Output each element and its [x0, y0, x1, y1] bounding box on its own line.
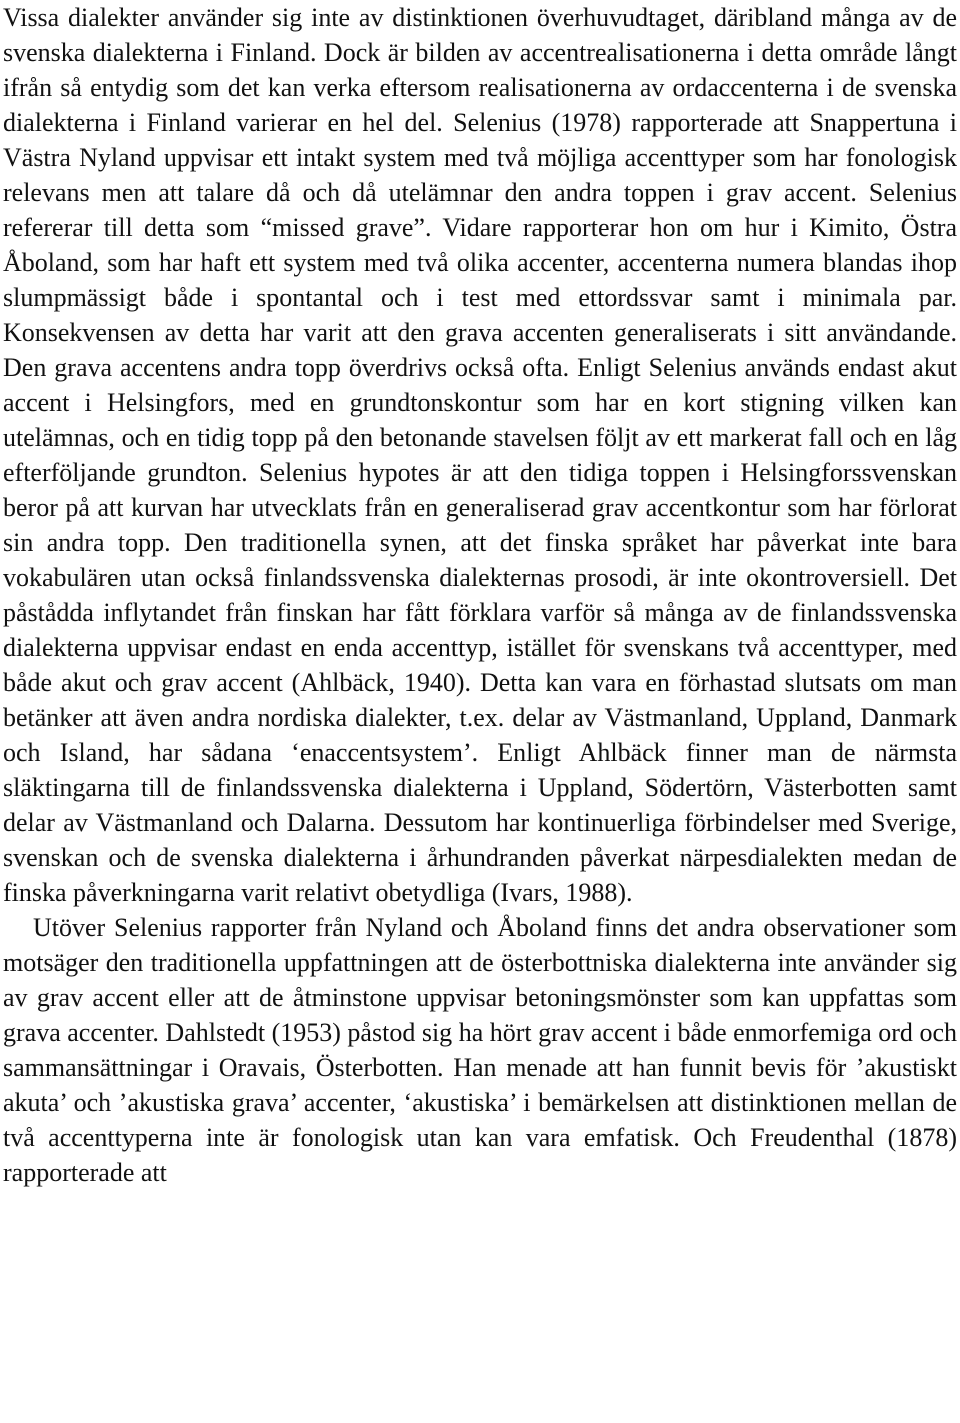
paragraph-1: Vissa dialekter använder sig inte av distinktionen överhuvudtaget, däribland många av de svenska dialekterna i Finland. Dock är bilden av accentrealisationerna i detta område långt ifrån så entydig som det kan verka eftersom realisationerna av ordaccenterna i de svenska dialekterna i Finland varierar en hel del. Selenius (1978) rapporterade att Snappertuna i Västra Nyland uppvisar ett intakt system med två möjliga accenttyper som har fonologisk relevans men att talare då och då utelämnar den andra toppen i grav accent. Selenius refererar till detta som “missed grave”. Vidare rapporterar hon om hur i Kimito, Östra Åboland, som har haft ett system med två olika accenter, accenterna numera blandas ihop slumpmässigt både i spontantal och i test med ettordssvar samt i minimala par. Konsekvensen av detta har varit att den grava accenten generaliserats i sitt användande. Den grava accentens andra topp överdrivs också ofta. Enligt Selenius används endast akut accent i Helsingfors, med en grundtonskontur som har en kort stigning vilken kan utelämnas, och en tidig topp på den betonande stavelsen följt av ett markerat fall och en låg efterföljande grundton. Selenius hypotes är att den tidiga toppen i Helsingforssvenskan beror på att kurvan har utvecklats från en generaliserad grav accentkontur som har förlorat sin andra topp. Den traditionella synen, att det finska språket har påverkat inte bara vokabulären utan också finlandssvenska dialekternas prosodi, är inte okontroversiell. Det påstådda inflytandet från finskan har fått förklara varför så många av de finlandssvenska dialekterna uppvisar endast en enda accenttyp, istället för svenskans två accenttyper, med både akut och grav accent (Ahlbäck, 1940). Detta kan vara en förhastad slutsats om man betänker att även andra nordiska dialekter, t.ex. delar av Västmanland, Uppland, Danmark och Island, har sådana ‘enaccentsystem’. Enligt Ahlbäck finner man de närmsta släktingarna till de finlandssvenska dialekterna i Uppland, Södertörn, Västerbotten samt delar av Västmanland och Dalarna. Dessutom har kontinuerliga förbindelser med Sverige, svenskan och de svenska dialekterna i århundranden påverkat närpesdialekten medan de finska påverkningarna varit relativt obetydliga (Ivars, 1988). [3, 3, 957, 907]
paragraph-2: Utöver Selenius rapporter från Nyland och Åboland finns det andra observationer som motsäger den traditionella uppfattningen att de österbottniska dialekterna inte använder sig av grav accent eller att de åtminstone uppvisar betoningsmönster som kan uppfattas som grava accenter. Dahlstedt (1953) påstod sig ha hört grav accent i både enmorfemiga ord och sammansättningar i Oravais, Österbotten. Han menade att han funnit bevis för ’akustiskt akuta’ och ’akustiska grava’ accenter, ‘akustiska’ i bemärkelsen att distinktionen mellan de två accenttyperna inte är fonologisk utan kan vara emfatisk. Och Freudenthal (1878) rapporterade att [3, 913, 957, 1187]
